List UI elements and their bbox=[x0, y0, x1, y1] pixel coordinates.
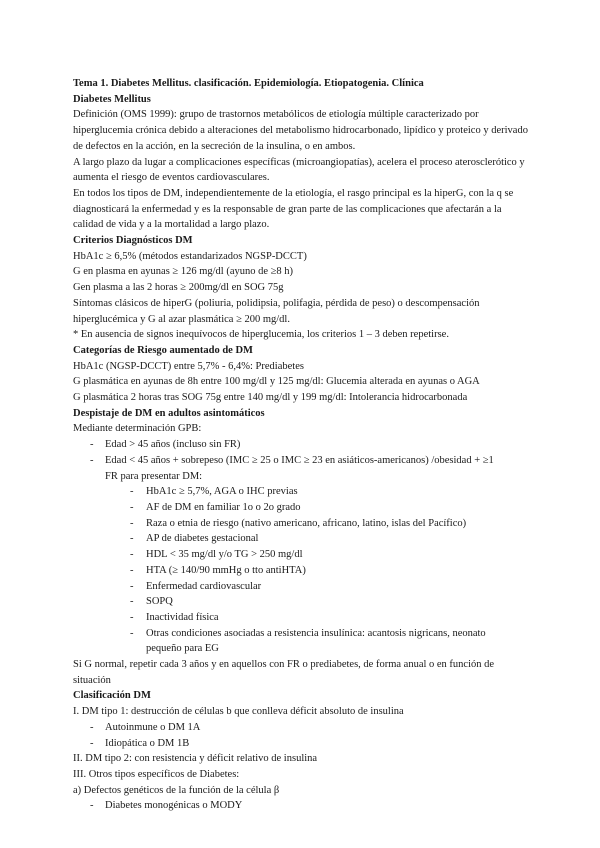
document-title: Tema 1. Diabetes Mellitus. clasificación. Epidemiología. Etiopatogenia. Clínica bbox=[73, 78, 424, 89]
criteria-item: HbA1c ≥ 6,5% (métodos estandarizados NGSP-DCCT) bbox=[73, 250, 307, 262]
criteria-symptoms: Síntomas clásicos de hiperG (poliuria, polidipsia, polifagia, pérdida de peso) o descompensación hiperglucémica y G al azar plasmática ≥ 200 mg/dl. bbox=[73, 297, 480, 325]
dash-bullet: - bbox=[90, 439, 94, 451]
classification-type3a: a) Defectos genéticos de la función de la célula β bbox=[73, 784, 280, 796]
risk-factor-item: - AP de diabetes gestacional bbox=[73, 531, 533, 547]
dash-bullet: - bbox=[130, 486, 134, 498]
dash-bullet: - bbox=[130, 501, 134, 513]
risk-factor-item: - SOPQ bbox=[73, 594, 533, 610]
risk-item: G plasmática en ayunas de 8h entre 100 mg/dl y 125 mg/dl: Glucemia alterada en ayunas o AGA bbox=[73, 376, 480, 388]
screening-repeat: Si G normal, repetir cada 3 años y en aquellos con FR o prediabetes, de forma anual o en función de situación bbox=[73, 659, 495, 686]
risk-factor-item: - AF de DM en familiar 1o o 2o grado bbox=[73, 500, 533, 516]
dash-bullet: - bbox=[90, 737, 94, 749]
dash-bullet: - bbox=[130, 564, 134, 576]
risk-factor-item: - HTA (≥ 140/90 mmHg o tto antiHTA) bbox=[73, 563, 533, 579]
dash-bullet: - bbox=[90, 721, 94, 733]
definition-paragraph: Definición (OMS 1999): grupo de trastornos metabólicos de etiología múltiple caracterizado por hiperglucemia crónica debido a alteraciones del metabolismo hidrocarbonado, lipídico y proteico y derivado de defectos en la acción, en la secreción de la insulina, o en ambos. bbox=[73, 109, 528, 152]
list-item-continuation: FR para presentar DM: bbox=[105, 470, 203, 482]
list-item: - Edad < 45 años + sobrepeso (IMC ≥ 25 o IMC ≥ 23 en asiáticos-americanos) /obesidad + ≥1 bbox=[73, 453, 533, 469]
section-heading-diabetes: Diabetes Mellitus bbox=[73, 93, 151, 105]
criteria-heading: Criterios Diagnósticos DM bbox=[73, 235, 193, 247]
classification-type3: III. Otros tipos específicos de Diabetes: bbox=[73, 768, 240, 780]
criteria-note: * En ausencia de signos inequívocos de hiperglucemia, los criterios 1 – 3 deben repetirse. bbox=[73, 329, 449, 341]
risk-factor-item: - Enfermedad cardiovascular bbox=[73, 579, 533, 595]
screening-heading: Despistaje de DM en adultos asintomáticos bbox=[73, 407, 265, 419]
risk-factor-item: - Raza o etnia de riesgo (nativo americano, africano, latino, islas del Pacífico) bbox=[73, 516, 533, 532]
risk-factor-continuation: pequeño para EG bbox=[146, 643, 219, 655]
dash-bullet: - bbox=[130, 517, 134, 529]
risk-item: G plasmática 2 horas tras SOG 75g entre 140 mg/dl y 199 mg/dl: Intolerancia hidrocarbonada bbox=[73, 392, 468, 404]
all-types-paragraph: En todos los tipos de DM, independientemente de la etiología, el rasgo principal es la hiperG, con la q se diagnosticará la enfermedad y es la responsable de gran parte de las complicaciones que afectarán a la calidad de vida y a la mortalidad a largo plazo. bbox=[73, 187, 514, 231]
long-term-paragraph: A largo plazo da lugar a complicaciones específicas (microangiopatías), acelera el proceso aterosclerótico y aumenta el riesgo de eventos cardiovasculares. bbox=[73, 156, 525, 184]
dash-bullet: - bbox=[130, 596, 134, 608]
risk-heading: Categorías de Riesgo aumentado de DM bbox=[73, 344, 253, 356]
list-item: - Diabetes monogénicas o MODY bbox=[73, 798, 533, 814]
risk-item: HbA1c (NGSP-DCCT) entre 5,7% - 6,4%: Prediabetes bbox=[73, 360, 304, 372]
dash-bullet: - bbox=[130, 533, 134, 545]
risk-factor-item: - Inactividad física bbox=[73, 610, 533, 626]
risk-factor-item: - Otras condiciones asociadas a resistencia insulínica: acantosis nigricans, neonato bbox=[73, 626, 533, 642]
dash-bullet: - bbox=[90, 800, 94, 812]
risk-factor-item: - HbA1c ≥ 5,7%, AGA o IHC previas bbox=[73, 484, 533, 500]
classification-heading: Clasificación DM bbox=[73, 690, 151, 702]
list-item: - Idiopática o DM 1B bbox=[73, 736, 533, 752]
document-body bbox=[73, 76, 533, 814]
dash-bullet: - bbox=[130, 611, 134, 623]
dash-bullet: - bbox=[130, 580, 134, 592]
criteria-item: G en plasma en ayunas ≥ 126 mg/dl (ayuno de ≥8 h) bbox=[73, 266, 294, 278]
dash-bullet: - bbox=[130, 627, 134, 639]
screening-intro: Mediante determinación GPB: bbox=[73, 423, 202, 435]
classification-type1: I. DM tipo 1: destrucción de células b que conlleva déficit absoluto de insulina bbox=[73, 706, 404, 718]
classification-type2: II. DM tipo 2: con resistencia y déficit relativo de insulina bbox=[73, 753, 318, 765]
risk-factor-item: - HDL < 35 mg/dl y/o TG > 250 mg/dl bbox=[73, 547, 533, 563]
dash-bullet: - bbox=[130, 549, 134, 561]
dash-bullet: - bbox=[90, 454, 94, 466]
criteria-item: Gen plasma a las 2 horas ≥ 200mg/dl en SOG 75g bbox=[73, 282, 284, 294]
list-item: - Edad > 45 años (incluso sin FR) bbox=[73, 437, 533, 453]
list-item: - Autoinmune o DM 1A bbox=[73, 720, 533, 736]
